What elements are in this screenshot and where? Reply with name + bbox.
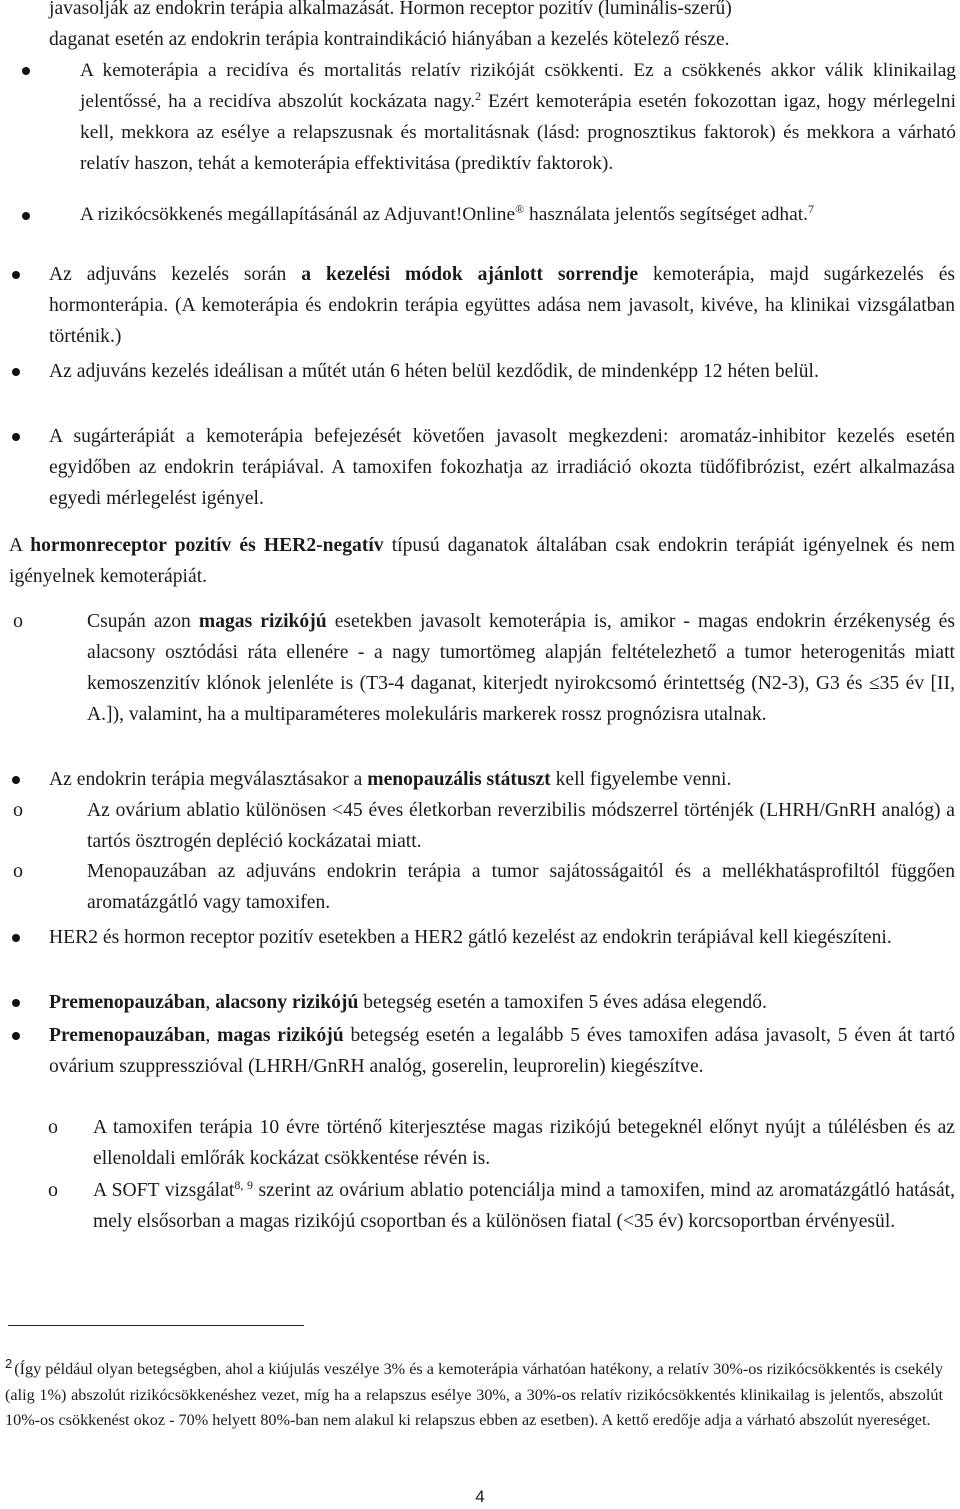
- footnote-separator: [8, 1325, 304, 1326]
- list-item-adjuvant-online: A rizikócsökkenés megállapításánál az Adjuvant!Online® használata jelentős segítséget adhat.$^7$: [80, 202, 814, 225]
- sub-item-tamoxifen-10-years: A tamoxifen terápia 10 évre történő kiterjesztése magas rizikójú betegeknél előnyt nyújt a túlélésben és az ellenoldali emlőrák kockázat csökkentése révén is.: [93, 1117, 955, 1169]
- bullet-dot: [12, 776, 20, 784]
- list-item-radiotherapy: A sugárterápiát a kemoterápia befejezését követően javasolt megkezdeni: aromatáz-inhibitor kezelés esetén egyidőben az endokrin terápiával. A tamoxifen fokozhatja az irradiáció okozta tüdőfibrózist, ezért alkalmazása egyedi mérlegelést igényel.: [49, 426, 955, 509]
- bullet-dot: [12, 368, 20, 376]
- sub-bullet-marker: o: [13, 799, 23, 821]
- list-item-chemo-risk: A kemoterápia a recidíva és mortalitás relatív rizikóját csökkenti. Ez a csökkenés akkor válik klinikailag jelentőssé, ha a recidíva abszolút kockázata nagy.$^2$ Ezért kemoterápia esetén fokozottan igaz, hogy mérlegelni kell, mekkora az esélye a relapszusnak és mortalitásnak (lásd: prognosztikus faktorok) és mekkora a várható relatív haszon, tehát a kemoterápia effektivitása (prediktív faktorok).: [80, 60, 956, 174]
- bullet-dot: [12, 271, 20, 279]
- paragraph-continuation: javasolják az endokrin terápia alkalmazását. Hormon receptor pozitív (luminális-szerű) daganat esetén az endokrin terápia kontraindikáció hiányában a kezelés kötelező része.: [49, 0, 732, 50]
- list-item-premeno-low-risk: Premenopauzában, alacsony rizikójú betegség esetén a tamoxifen 5 éves adása elegendő.: [49, 992, 767, 1013]
- sub-item-menopause: Menopauzában az adjuváns endokrin terápia a tumor sajátosságaitól és a mellékhatásprofiltól függően aromatázgátló vagy tamoxifen.: [87, 861, 955, 913]
- bullet-dot: [12, 1032, 20, 1040]
- bullet-dot: [22, 212, 30, 220]
- list-item-her2: HER2 és hormon receptor pozitív esetekben a HER2 gátló kezelést az endokrin terápiával kell kiegészíteni.: [49, 927, 892, 948]
- sub-item-high-risk: Csupán azon magas rizikójú esetekben javasolt kemoterápia is, amikor - magas endokrin érzékenység és alacsony osztódási ráta ellenére - a nagy tumortömeg alapján feltételezhető a tumor heterogenitás miatt kemoszenzitív klónok jelenléte is (T3-4 daganat, kiterjedt nyirokcsomó érintettség (N2-3), G3 és ≤35 év [II, A.]), valamint, ha a multiparaméteres molekuláris markerek rossz prognózisra utalnak.: [87, 611, 955, 725]
- sub-item-soft-trial: A SOFT vizsgálat$^{8, 9}$ szerint az ovárium ablatio potenciálja mind a tamoxifen, mind az aromatázgátló hatását, mely elsősorban a magas rizikójú csoportban és a különösen fiatal (<35 év) korcsoportban érvényesül.: [93, 1178, 955, 1232]
- list-item-timing: Az adjuváns kezelés ideálisan a műtét után 6 héten belül kezdődik, de mindenképp 12 héten belül.: [49, 361, 819, 382]
- list-item-premeno-high-risk: Premenopauzában, magas rizikójú betegség esetén a legalább 5 éves tamoxifen adása javasolt, 5 éven át tartó ovárium szuppresszióval (LHRH/GnRH analóg, goserelin, leuprorelin) kiegészítve.: [49, 1025, 956, 1077]
- page-number: 4: [475, 1487, 485, 1506]
- bullet-dot: [12, 433, 20, 441]
- sub-bullet-marker: o: [48, 1179, 58, 1201]
- bullet-dot: [12, 934, 20, 942]
- footnote-marker: 2: [5, 1356, 13, 1371]
- footnote: [5, 1357, 943, 1434]
- footnote-text: (Így például olyan betegségben, ahol a kiújulás veszélye 3% és a kemoterápia várhatóan hatékony, a relatív 30%-os rizikócsökkentés is csekély (alig 1%) abszolút rizikócsökkenéshez vezet, míg ha a relapszus esélye 30%, a 30%-os relatív rizikócsökkentés klinikailag is jelentős, abszolút 10%-os csökkenést okoz - 70% helyett 80%-ban nem alakul ki relapszus ebben az esetben). A kettő eredője adja a várható abszolút nyereséget.: [5, 1360, 943, 1429]
- list-item-treatment-order: Az adjuváns kezelés során a kezelési módok ajánlott sorrendje kemoterápia, majd sugárkezelés és hormonterápia. (A kemoterápia és endokrin terápia együttes adása nem javasolt, kivéve, ha klinikai vizsgálatban történik.): [49, 264, 956, 347]
- list-item-menopausal-status: Az endokrin terápia megválasztásakor a menopauzális státuszt kell figyelembe venni.: [49, 769, 732, 790]
- bullet-dot: [12, 999, 20, 1007]
- sub-bullet-marker: o: [13, 610, 23, 632]
- paragraph-hr-positive: A hormonreceptor pozitív és HER2-negatív típusú daganatok általában csak endokrin terápiát igényelnek és nem igényelnek kemoterápiát.: [9, 535, 955, 587]
- sub-item-ovarian-ablation: Az ovárium ablatio különösen <45 éves életkorban reverzibilis módszerrel történjék (LHRH/GnRH analóg) a tartós ösztrogén depléció kockázatai miatt.: [87, 800, 955, 852]
- bullet-dot: [22, 67, 30, 75]
- sub-bullet-marker: o: [13, 860, 23, 882]
- sub-bullet-marker: o: [48, 1116, 58, 1138]
